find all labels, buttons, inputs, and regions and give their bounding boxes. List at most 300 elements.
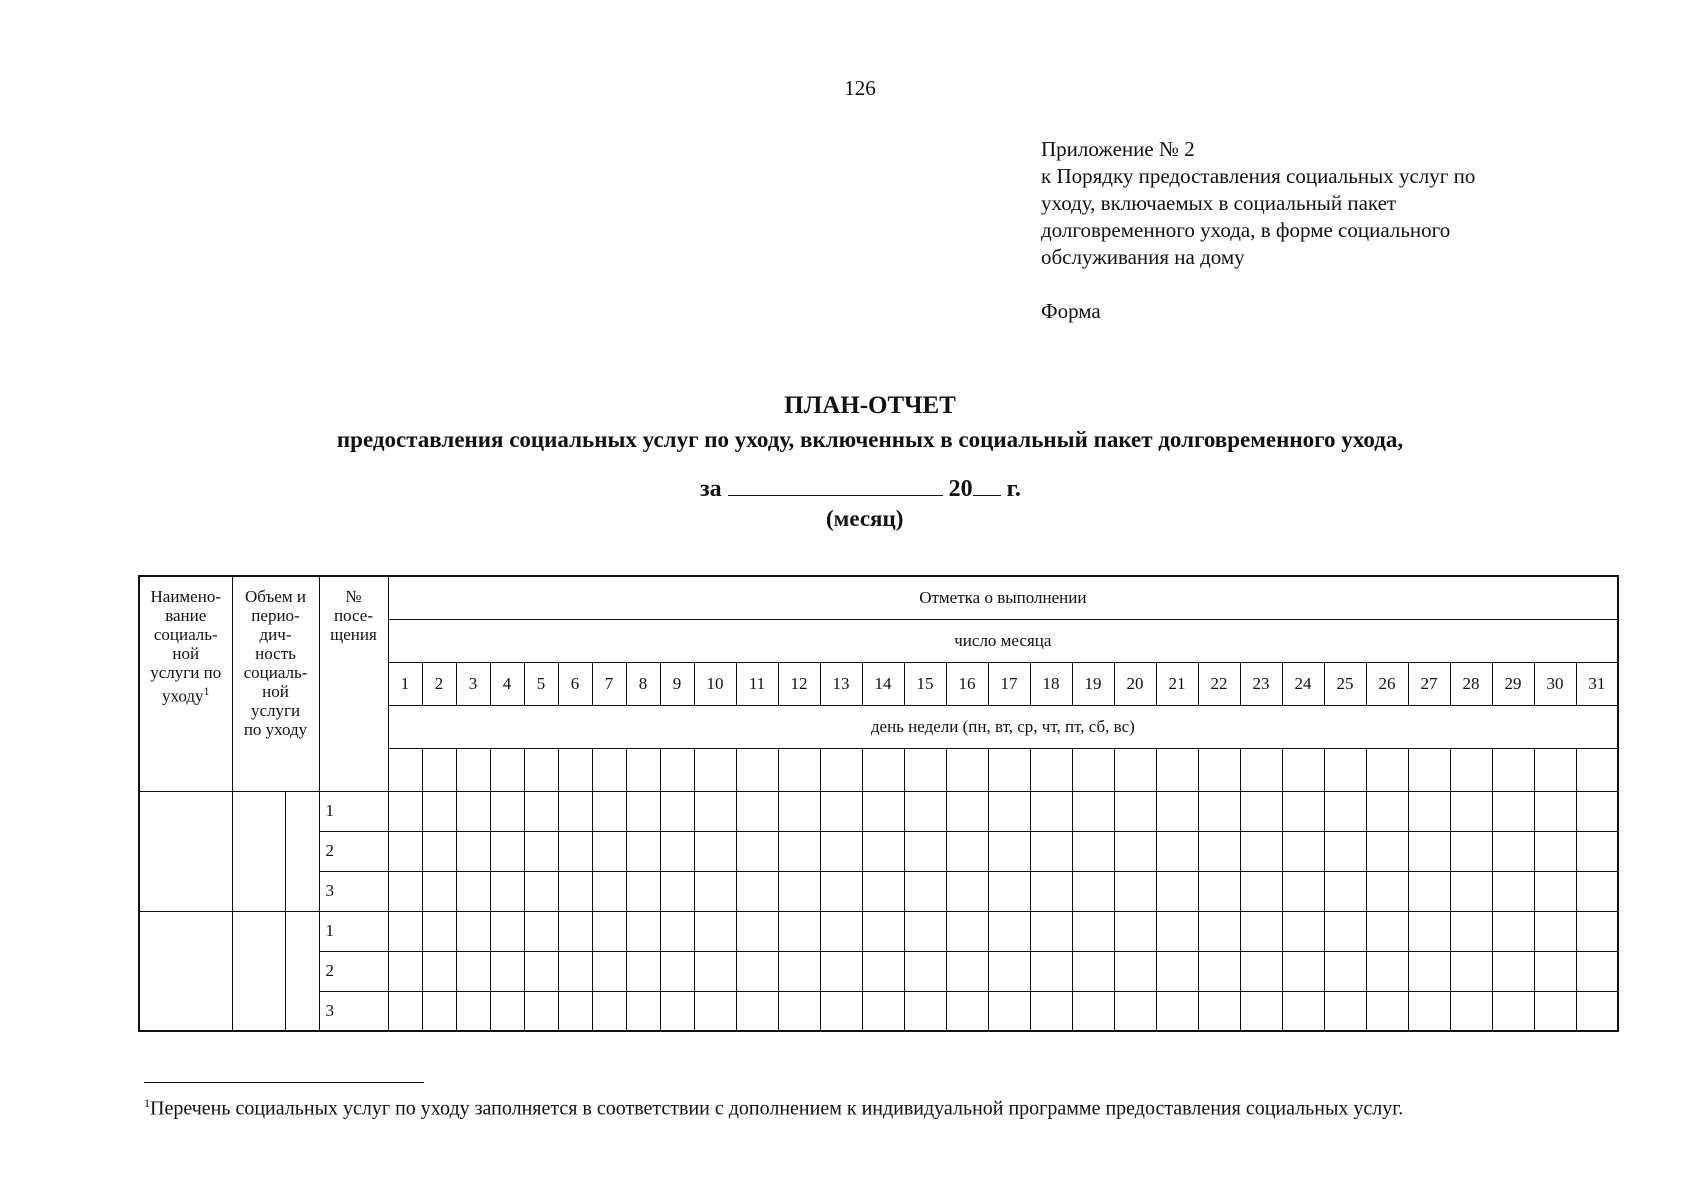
mark-cell[interactable] bbox=[1156, 991, 1198, 1031]
mark-cell[interactable] bbox=[592, 951, 626, 991]
mark-cell[interactable] bbox=[1576, 831, 1618, 871]
mark-cell[interactable] bbox=[388, 951, 422, 991]
mark-cell[interactable] bbox=[1576, 991, 1618, 1031]
mark-cell[interactable] bbox=[1450, 831, 1492, 871]
mark-cell[interactable] bbox=[820, 951, 862, 991]
mark-cell[interactable] bbox=[904, 791, 946, 831]
day-number-cell: 19 bbox=[1072, 662, 1114, 705]
mark-cell[interactable] bbox=[904, 871, 946, 911]
header-line-text: вание bbox=[165, 606, 207, 625]
mark-cell[interactable] bbox=[1492, 831, 1534, 871]
header-line-text: щения bbox=[330, 625, 377, 644]
header-line bbox=[233, 663, 319, 682]
mark-cell[interactable] bbox=[904, 911, 946, 951]
header-month-day: число месяца bbox=[388, 619, 1618, 662]
mark-cell[interactable] bbox=[422, 871, 456, 911]
mark-cell[interactable] bbox=[778, 831, 820, 871]
mark-cell[interactable] bbox=[1198, 791, 1240, 831]
visit-number-cell: 2 bbox=[319, 951, 388, 991]
mark-cell[interactable] bbox=[1366, 831, 1408, 871]
mark-cell[interactable] bbox=[626, 871, 660, 911]
weekday-cell[interactable] bbox=[1534, 748, 1576, 791]
mark-cell[interactable] bbox=[1534, 951, 1576, 991]
mark-cell[interactable] bbox=[524, 951, 558, 991]
mark-cell[interactable] bbox=[778, 991, 820, 1031]
mark-cell[interactable] bbox=[422, 791, 456, 831]
weekday-cell[interactable] bbox=[1156, 748, 1198, 791]
header-line-text: Объем и bbox=[245, 587, 306, 606]
mark-cell[interactable] bbox=[1408, 991, 1450, 1031]
form-label: Форма bbox=[1041, 299, 1101, 323]
mark-cell[interactable] bbox=[1030, 991, 1072, 1031]
weekday-cell[interactable] bbox=[1072, 748, 1114, 791]
mark-cell[interactable] bbox=[1030, 871, 1072, 911]
mark-cell[interactable] bbox=[1072, 871, 1114, 911]
volume-cell[interactable] bbox=[232, 911, 285, 1031]
mark-cell[interactable] bbox=[1366, 991, 1408, 1031]
mark-cell[interactable] bbox=[694, 951, 736, 991]
mark-cell[interactable] bbox=[1492, 871, 1534, 911]
mark-cell[interactable] bbox=[1072, 831, 1114, 871]
mark-cell[interactable] bbox=[862, 791, 904, 831]
mark-cell[interactable] bbox=[1408, 831, 1450, 871]
mark-cell[interactable] bbox=[1114, 791, 1156, 831]
period-suffix: г. bbox=[1006, 476, 1021, 502]
weekday-cell[interactable] bbox=[1198, 748, 1240, 791]
mark-cell[interactable] bbox=[456, 991, 490, 1031]
weekday-cell[interactable] bbox=[820, 748, 862, 791]
mark-cell[interactable] bbox=[1450, 791, 1492, 831]
mark-cell[interactable] bbox=[862, 911, 904, 951]
mark-cell[interactable] bbox=[694, 831, 736, 871]
mark-cell[interactable] bbox=[1324, 871, 1366, 911]
mark-cell[interactable] bbox=[1198, 911, 1240, 951]
header-line-text: услуги bbox=[250, 701, 301, 720]
mark-cell[interactable] bbox=[524, 991, 558, 1031]
mark-cell[interactable] bbox=[820, 911, 862, 951]
mark-cell[interactable] bbox=[694, 991, 736, 1031]
day-number-cell: 1 bbox=[388, 662, 422, 705]
header-line bbox=[320, 625, 388, 644]
mark-cell[interactable] bbox=[1114, 871, 1156, 911]
mark-cell[interactable] bbox=[1072, 791, 1114, 831]
mark-cell[interactable] bbox=[1576, 911, 1618, 951]
weekday-cell[interactable] bbox=[1114, 748, 1156, 791]
header-line-text: социаль- bbox=[153, 625, 218, 644]
day-number-cell: 11 bbox=[736, 662, 778, 705]
day-number-cell: 16 bbox=[946, 662, 988, 705]
day-number-cell: 6 bbox=[558, 662, 592, 705]
mark-cell[interactable] bbox=[524, 911, 558, 951]
mark-cell[interactable] bbox=[988, 791, 1030, 831]
mark-cell[interactable] bbox=[1030, 791, 1072, 831]
header-line bbox=[140, 663, 232, 682]
mark-cell[interactable] bbox=[1114, 831, 1156, 871]
weekday-cell[interactable] bbox=[1240, 748, 1282, 791]
mark-cell[interactable] bbox=[456, 911, 490, 951]
mark-cell[interactable] bbox=[1324, 911, 1366, 951]
weekday-cell[interactable] bbox=[1324, 748, 1366, 791]
mark-cell[interactable] bbox=[1492, 791, 1534, 831]
mark-cell[interactable] bbox=[946, 991, 988, 1031]
weekday-cell[interactable] bbox=[1450, 748, 1492, 791]
day-number-cell: 24 bbox=[1282, 662, 1324, 705]
mark-cell[interactable] bbox=[388, 831, 422, 871]
mark-cell[interactable] bbox=[736, 991, 778, 1031]
mark-cell[interactable] bbox=[626, 791, 660, 831]
mark-cell[interactable] bbox=[946, 791, 988, 831]
weekday-cell[interactable] bbox=[694, 748, 736, 791]
header-line-text: ность bbox=[255, 644, 296, 663]
mark-cell[interactable] bbox=[1366, 951, 1408, 991]
mark-cell[interactable] bbox=[1408, 871, 1450, 911]
header-weekday: день недели (пн, вт, ср, чт, пт, сб, вс) bbox=[388, 705, 1618, 748]
mark-cell[interactable] bbox=[1534, 871, 1576, 911]
day-number-cell: 20 bbox=[1114, 662, 1156, 705]
mark-cell[interactable] bbox=[1198, 871, 1240, 911]
periodicity-cell[interactable] bbox=[285, 791, 319, 911]
mark-cell[interactable] bbox=[1156, 831, 1198, 871]
service-name-cell[interactable] bbox=[139, 791, 232, 911]
mark-cell[interactable] bbox=[1282, 951, 1324, 991]
mark-cell[interactable] bbox=[660, 951, 694, 991]
mark-cell[interactable] bbox=[778, 871, 820, 911]
mark-cell[interactable] bbox=[1156, 951, 1198, 991]
mark-cell[interactable] bbox=[490, 991, 524, 1031]
table-row bbox=[139, 871, 1618, 911]
mark-cell[interactable] bbox=[1072, 951, 1114, 991]
weekday-cell[interactable] bbox=[862, 748, 904, 791]
mark-cell[interactable] bbox=[1240, 831, 1282, 871]
day-number-cell: 18 bbox=[1030, 662, 1072, 705]
mark-cell[interactable] bbox=[736, 951, 778, 991]
mark-cell[interactable] bbox=[1324, 791, 1366, 831]
mark-cell[interactable] bbox=[1240, 991, 1282, 1031]
mark-cell[interactable] bbox=[592, 791, 626, 831]
weekday-cell[interactable] bbox=[490, 748, 524, 791]
mark-cell[interactable] bbox=[988, 951, 1030, 991]
mark-cell[interactable] bbox=[1240, 791, 1282, 831]
weekday-cell[interactable] bbox=[1576, 748, 1618, 791]
weekday-cell[interactable] bbox=[946, 748, 988, 791]
weekday-cell[interactable] bbox=[626, 748, 660, 791]
day-number-cell: 23 bbox=[1240, 662, 1282, 705]
plan-report-table bbox=[138, 575, 1619, 1032]
mark-cell[interactable] bbox=[660, 791, 694, 831]
service-name-cell[interactable] bbox=[139, 911, 232, 1031]
mark-cell[interactable] bbox=[1534, 991, 1576, 1031]
mark-cell[interactable] bbox=[1324, 991, 1366, 1031]
weekday-cell[interactable] bbox=[592, 748, 626, 791]
mark-cell[interactable] bbox=[988, 991, 1030, 1031]
mark-cell[interactable] bbox=[422, 831, 456, 871]
header-line bbox=[140, 587, 232, 606]
mark-cell[interactable] bbox=[1114, 951, 1156, 991]
day-number-cell: 7 bbox=[592, 662, 626, 705]
appendix-line: к Порядку предоставления социальных услуг по bbox=[1041, 164, 1476, 188]
mark-cell[interactable] bbox=[422, 991, 456, 1031]
mark-cell[interactable] bbox=[1240, 951, 1282, 991]
mark-cell[interactable] bbox=[1492, 911, 1534, 951]
visit-number-cell: 3 bbox=[319, 871, 388, 911]
mark-cell[interactable] bbox=[490, 791, 524, 831]
mark-cell[interactable] bbox=[626, 951, 660, 991]
mark-cell[interactable] bbox=[1408, 951, 1450, 991]
mark-cell[interactable] bbox=[1198, 991, 1240, 1031]
mark-cell[interactable] bbox=[1576, 791, 1618, 831]
day-number-cell: 10 bbox=[694, 662, 736, 705]
visit-number-cell: 1 bbox=[319, 791, 388, 831]
mark-cell[interactable] bbox=[946, 951, 988, 991]
mark-cell[interactable] bbox=[1534, 911, 1576, 951]
day-number-cell: 17 bbox=[988, 662, 1030, 705]
mark-cell[interactable] bbox=[862, 831, 904, 871]
mark-cell[interactable] bbox=[1450, 871, 1492, 911]
mark-cell[interactable] bbox=[626, 911, 660, 951]
mark-cell[interactable] bbox=[490, 871, 524, 911]
mark-cell[interactable] bbox=[1366, 791, 1408, 831]
mark-cell[interactable] bbox=[1156, 871, 1198, 911]
mark-cell[interactable] bbox=[694, 871, 736, 911]
mark-cell[interactable] bbox=[1114, 911, 1156, 951]
mark-cell[interactable] bbox=[388, 911, 422, 951]
mark-cell[interactable] bbox=[456, 791, 490, 831]
mark-cell[interactable] bbox=[558, 791, 592, 831]
mark-cell[interactable] bbox=[558, 951, 592, 991]
weekday-cell[interactable] bbox=[988, 748, 1030, 791]
mark-cell[interactable] bbox=[592, 871, 626, 911]
volume-cell[interactable] bbox=[232, 791, 285, 911]
footnote-marker: 1 bbox=[144, 1096, 150, 1110]
mark-cell[interactable] bbox=[558, 871, 592, 911]
footnote-text: Перечень социальных услуг по уходу заполняется в соответствии с дополнением к индивидуальной программе предоставления социальных услуг. bbox=[150, 1097, 1404, 1120]
mark-cell[interactable] bbox=[778, 791, 820, 831]
mark-cell[interactable] bbox=[1282, 871, 1324, 911]
mark-cell[interactable] bbox=[862, 871, 904, 911]
mark-cell[interactable] bbox=[1450, 951, 1492, 991]
mark-cell[interactable] bbox=[988, 871, 1030, 911]
mark-cell[interactable] bbox=[736, 831, 778, 871]
table-row bbox=[139, 831, 1618, 871]
day-number-cell: 4 bbox=[490, 662, 524, 705]
weekday-cell[interactable] bbox=[1030, 748, 1072, 791]
mark-cell[interactable] bbox=[946, 831, 988, 871]
mark-cell[interactable] bbox=[1324, 951, 1366, 991]
mark-cell[interactable] bbox=[524, 831, 558, 871]
weekday-cell[interactable] bbox=[1492, 748, 1534, 791]
header-line bbox=[233, 701, 319, 720]
appendix-line: уходу, включаемых в социальный пакет bbox=[1041, 191, 1397, 215]
mark-cell[interactable] bbox=[1366, 871, 1408, 911]
day-number-cell: 21 bbox=[1156, 662, 1198, 705]
header-line-text: ной bbox=[172, 644, 200, 663]
day-number-cell: 28 bbox=[1450, 662, 1492, 705]
header-line-text: Наимено- bbox=[150, 587, 221, 606]
weekday-cell[interactable] bbox=[1408, 748, 1450, 791]
mark-cell[interactable] bbox=[862, 991, 904, 1031]
mark-cell[interactable] bbox=[1492, 951, 1534, 991]
mark-cell[interactable] bbox=[1450, 911, 1492, 951]
visit-number-cell: 3 bbox=[319, 991, 388, 1031]
day-number-cell: 5 bbox=[524, 662, 558, 705]
mark-cell[interactable] bbox=[490, 831, 524, 871]
mark-cell[interactable] bbox=[736, 871, 778, 911]
mark-cell[interactable] bbox=[1072, 911, 1114, 951]
mark-cell[interactable] bbox=[592, 831, 626, 871]
mark-cell[interactable] bbox=[1030, 951, 1072, 991]
appendix-line: Приложение № 2 bbox=[1041, 137, 1195, 161]
mark-cell[interactable] bbox=[904, 991, 946, 1031]
mark-cell[interactable] bbox=[862, 951, 904, 991]
day-number-cell: 15 bbox=[904, 662, 946, 705]
mark-cell[interactable] bbox=[660, 871, 694, 911]
mark-cell[interactable] bbox=[388, 791, 422, 831]
mark-cell[interactable] bbox=[1282, 911, 1324, 951]
mark-cell[interactable] bbox=[778, 951, 820, 991]
header-line-text: социаль- bbox=[243, 663, 308, 682]
day-number-cell: 27 bbox=[1408, 662, 1450, 705]
footnote bbox=[144, 1096, 1403, 1121]
mark-cell[interactable] bbox=[558, 831, 592, 871]
mark-cell[interactable] bbox=[988, 831, 1030, 871]
mark-cell[interactable] bbox=[388, 871, 422, 911]
mark-cell[interactable] bbox=[1576, 871, 1618, 911]
mark-cell[interactable] bbox=[820, 831, 862, 871]
mark-cell[interactable] bbox=[592, 991, 626, 1031]
weekday-cell[interactable] bbox=[524, 748, 558, 791]
header-line-text: ной bbox=[262, 682, 289, 701]
footnote-divider bbox=[144, 1082, 424, 1083]
mark-cell[interactable] bbox=[778, 911, 820, 951]
mark-cell[interactable] bbox=[1366, 911, 1408, 951]
header-line bbox=[140, 625, 232, 644]
year-blank[interactable] bbox=[973, 477, 1001, 496]
visit-number-cell: 1 bbox=[319, 911, 388, 951]
mark-cell[interactable] bbox=[1282, 991, 1324, 1031]
table-row bbox=[139, 911, 1618, 951]
header-line bbox=[233, 625, 319, 644]
mark-cell[interactable] bbox=[694, 911, 736, 951]
mark-cell[interactable] bbox=[558, 991, 592, 1031]
mark-cell[interactable] bbox=[592, 911, 626, 951]
mark-cell[interactable] bbox=[1240, 871, 1282, 911]
mark-cell[interactable] bbox=[1282, 791, 1324, 831]
weekday-cell[interactable] bbox=[422, 748, 456, 791]
mark-cell[interactable] bbox=[660, 991, 694, 1031]
mark-cell[interactable] bbox=[1240, 911, 1282, 951]
weekday-cell[interactable] bbox=[558, 748, 592, 791]
month-caption: (месяц) bbox=[826, 506, 904, 531]
page-number: 126 bbox=[844, 76, 876, 100]
mark-cell[interactable] bbox=[1534, 831, 1576, 871]
mark-cell[interactable] bbox=[422, 911, 456, 951]
weekday-cell[interactable] bbox=[660, 748, 694, 791]
mark-cell[interactable] bbox=[524, 871, 558, 911]
mark-cell[interactable] bbox=[1492, 991, 1534, 1031]
mark-cell[interactable] bbox=[736, 911, 778, 951]
mark-cell[interactable] bbox=[558, 911, 592, 951]
mark-cell[interactable] bbox=[1156, 791, 1198, 831]
day-number-cell: 29 bbox=[1492, 662, 1534, 705]
mark-cell[interactable] bbox=[1030, 831, 1072, 871]
document-subtitle: предоставления социальных услуг по уходу, включенных в социальный пакет долговременного ухода, bbox=[336, 427, 1404, 452]
mark-cell[interactable] bbox=[820, 991, 862, 1031]
header-line-text: услуги по bbox=[150, 663, 222, 682]
mark-cell[interactable] bbox=[490, 951, 524, 991]
day-number-cell: 25 bbox=[1324, 662, 1366, 705]
mark-cell[interactable] bbox=[988, 911, 1030, 951]
mark-cell[interactable] bbox=[946, 911, 988, 951]
mark-cell[interactable] bbox=[456, 951, 490, 991]
periodicity-cell[interactable] bbox=[285, 911, 319, 1031]
mark-cell[interactable] bbox=[1408, 911, 1450, 951]
col-header-volume bbox=[232, 576, 319, 791]
mark-cell[interactable] bbox=[1282, 831, 1324, 871]
mark-cell[interactable] bbox=[1534, 791, 1576, 831]
appendix-line: долговременного ухода, в форме социального bbox=[1041, 218, 1451, 242]
weekday-cell[interactable] bbox=[1366, 748, 1408, 791]
mark-cell[interactable] bbox=[660, 911, 694, 951]
mark-cell[interactable] bbox=[524, 791, 558, 831]
header-line-text: дич- bbox=[259, 625, 292, 644]
col-header-visit bbox=[319, 576, 388, 791]
weekday-cell[interactable] bbox=[388, 748, 422, 791]
mark-cell[interactable] bbox=[736, 791, 778, 831]
mark-cell[interactable] bbox=[1030, 911, 1072, 951]
mark-cell[interactable] bbox=[1114, 991, 1156, 1031]
mark-cell[interactable] bbox=[660, 831, 694, 871]
mark-cell[interactable] bbox=[422, 951, 456, 991]
header-line bbox=[140, 606, 232, 625]
day-number-cell: 26 bbox=[1366, 662, 1408, 705]
header-line-text: перио- bbox=[251, 606, 300, 625]
period-line bbox=[700, 476, 1021, 503]
weekday-cell[interactable] bbox=[456, 748, 490, 791]
mark-cell[interactable] bbox=[490, 911, 524, 951]
mark-cell[interactable] bbox=[388, 991, 422, 1031]
mark-cell[interactable] bbox=[1450, 991, 1492, 1031]
mark-cell[interactable] bbox=[820, 871, 862, 911]
header-line bbox=[140, 682, 232, 706]
header-line bbox=[233, 587, 319, 606]
mark-cell[interactable] bbox=[904, 831, 946, 871]
mark-cell[interactable] bbox=[1156, 911, 1198, 951]
mark-cell[interactable] bbox=[946, 871, 988, 911]
mark-cell[interactable] bbox=[626, 991, 660, 1031]
header-line-text: № bbox=[345, 587, 362, 606]
mark-cell[interactable] bbox=[456, 871, 490, 911]
mark-cell[interactable] bbox=[1408, 791, 1450, 831]
mark-cell[interactable] bbox=[1072, 991, 1114, 1031]
mark-cell[interactable] bbox=[1198, 951, 1240, 991]
mark-cell[interactable] bbox=[456, 831, 490, 871]
day-number-cell: 9 bbox=[660, 662, 694, 705]
weekday-cell[interactable] bbox=[1282, 748, 1324, 791]
month-blank[interactable] bbox=[728, 477, 943, 496]
mark-cell[interactable] bbox=[1324, 831, 1366, 871]
mark-cell[interactable] bbox=[1198, 831, 1240, 871]
mark-cell[interactable] bbox=[820, 791, 862, 831]
header-line-text: уходу bbox=[161, 686, 204, 706]
mark-cell[interactable] bbox=[1576, 951, 1618, 991]
weekday-cell[interactable] bbox=[778, 748, 820, 791]
mark-cell[interactable] bbox=[694, 791, 736, 831]
weekday-cell[interactable] bbox=[736, 748, 778, 791]
mark-cell[interactable] bbox=[626, 831, 660, 871]
mark-cell[interactable] bbox=[904, 951, 946, 991]
header-line-text: посе- bbox=[334, 606, 373, 625]
weekday-cell[interactable] bbox=[904, 748, 946, 791]
